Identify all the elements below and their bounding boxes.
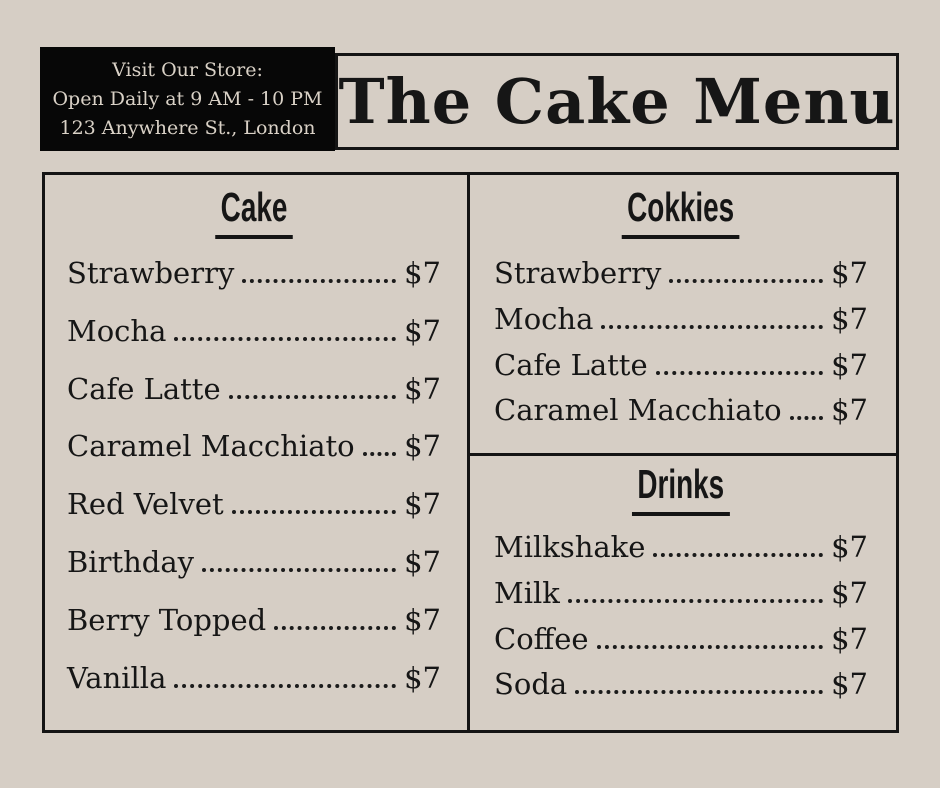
menu-item <box>494 348 868 383</box>
item-name: Coffee <box>494 621 589 656</box>
item-price: $7 <box>831 347 868 382</box>
menu-item <box>67 429 441 464</box>
item-price: $7 <box>404 602 441 637</box>
section-cake-header <box>67 185 441 239</box>
dotted-leader <box>575 690 823 694</box>
dotted-leader <box>653 553 823 557</box>
item-name: Caramel Macchiato <box>494 393 782 428</box>
dotted-leader <box>202 568 396 572</box>
item-name: Birthday <box>67 545 195 580</box>
item-name: Mocha <box>67 313 167 348</box>
menu-item <box>67 372 441 407</box>
item-name: Cafe Latte <box>494 347 648 382</box>
menu-item <box>494 667 868 702</box>
item-name: Berry Topped <box>67 602 267 637</box>
page-title: The Cake Menu <box>338 65 896 138</box>
dotted-leader <box>174 684 396 688</box>
item-price: $7 <box>404 371 441 406</box>
item-price: $7 <box>831 667 868 702</box>
cake-item-list <box>67 256 441 695</box>
item-price: $7 <box>404 545 441 580</box>
dotted-leader <box>597 645 824 649</box>
item-name: Cafe Latte <box>67 371 221 406</box>
section-drinks-title: Drinks <box>632 462 730 516</box>
menu-item <box>494 302 868 337</box>
item-name: Milk <box>494 575 560 610</box>
dotted-leader <box>363 452 396 456</box>
menu-item <box>494 622 868 657</box>
section-drinks-header <box>494 462 868 516</box>
menu-body <box>42 172 899 733</box>
item-name: Mocha <box>494 301 594 336</box>
item-name: Soda <box>494 667 568 702</box>
dotted-leader <box>568 599 823 603</box>
item-price: $7 <box>404 429 441 464</box>
dotted-leader <box>601 325 823 329</box>
drinks-item-list <box>494 530 868 702</box>
dotted-leader <box>669 279 823 283</box>
item-price: $7 <box>831 575 868 610</box>
menu-item <box>67 545 441 580</box>
section-cookies-header <box>494 185 868 239</box>
dotted-leader <box>274 626 396 630</box>
item-price: $7 <box>404 313 441 348</box>
menu-item <box>494 530 868 565</box>
right-column <box>470 175 896 730</box>
item-price: $7 <box>404 487 441 522</box>
store-info-line-2: Open Daily at 9 AM - 10 PM <box>52 87 323 110</box>
menu-item <box>67 256 441 291</box>
dotted-leader <box>242 279 396 283</box>
dotted-leader <box>232 510 396 514</box>
menu-item <box>494 393 868 428</box>
store-info-box <box>40 47 335 151</box>
section-cookies <box>470 175 896 456</box>
section-cake <box>45 175 470 730</box>
item-price: $7 <box>831 621 868 656</box>
item-price: $7 <box>404 660 441 695</box>
menu-title-box <box>335 53 899 150</box>
cookies-item-list <box>494 256 868 428</box>
dotted-leader <box>229 395 396 399</box>
item-name: Vanilla <box>67 660 167 695</box>
item-name: Strawberry <box>494 256 662 291</box>
menu-item <box>67 603 441 638</box>
section-cookies-title: Cokkies <box>622 185 740 239</box>
menu-item <box>67 661 441 696</box>
item-price: $7 <box>831 530 868 565</box>
section-cake-title: Cake <box>215 185 293 239</box>
dotted-leader <box>174 337 396 341</box>
menu-item <box>67 314 441 349</box>
dotted-leader <box>790 416 823 420</box>
menu-item <box>494 576 868 611</box>
item-name: Red Velvet <box>67 487 224 522</box>
menu-item <box>67 487 441 522</box>
item-price: $7 <box>404 256 441 291</box>
store-info-line-3: 123 Anywhere St., London <box>59 116 316 139</box>
dotted-leader <box>656 371 823 375</box>
store-info-line-1: Visit Our Store: <box>112 58 263 81</box>
section-drinks <box>470 456 896 730</box>
item-name: Caramel Macchiato <box>67 429 355 464</box>
item-name: Milkshake <box>494 530 646 565</box>
menu-item <box>494 256 868 291</box>
item-price: $7 <box>831 301 868 336</box>
item-name: Strawberry <box>67 256 235 291</box>
item-price: $7 <box>831 393 868 428</box>
item-price: $7 <box>831 256 868 291</box>
